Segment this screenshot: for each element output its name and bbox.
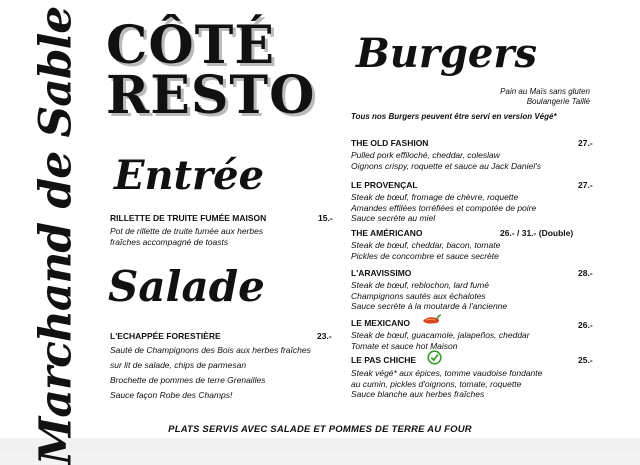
page-bottom-band bbox=[0, 438, 640, 453]
burger-desc-line: Steak de bœuf, fromage de chèvre, roquette bbox=[351, 192, 519, 202]
burger-desc bbox=[351, 280, 507, 312]
burger-desc-line: Pulled pork effiloché, cheddar, coleslaw bbox=[351, 150, 500, 160]
burger-desc-line: Tomate et sauce hot Maison bbox=[351, 340, 458, 351]
salade-heading: Salade bbox=[108, 262, 265, 311]
entree-item-price: 15.- bbox=[318, 213, 333, 223]
burger-desc bbox=[351, 150, 541, 171]
burger-name: LE PROVENÇAL bbox=[351, 180, 418, 190]
burger-price: 27.- bbox=[578, 138, 593, 148]
burger-desc-line: Sauce blanche aux herbes fraîches bbox=[351, 389, 485, 399]
salade-item-desc bbox=[110, 343, 311, 403]
brand-logo: Marchand de Sable bbox=[30, 6, 82, 465]
burger-price: 26.- / 31.- bbox=[500, 228, 537, 238]
burger-name: LE PAS CHICHE bbox=[351, 355, 417, 365]
burger-name: L'ARAVISSIMO bbox=[351, 268, 412, 278]
burgers-heading: Burgers bbox=[356, 30, 537, 77]
burger-desc-line: Steak de bœuf, cheddar, bacon, tomate bbox=[351, 240, 501, 250]
burger-desc bbox=[351, 240, 500, 261]
burger-desc-line: Champignons sautés aux échalotes bbox=[351, 290, 486, 301]
entree-heading: Entrée bbox=[114, 152, 265, 199]
burger-desc-line: Amandes effilées torréfiées et compotée de poire bbox=[351, 202, 537, 213]
burger-price: 25.- bbox=[578, 355, 593, 365]
burger-name: THE AMÉRICANO bbox=[351, 228, 423, 238]
burger-name: THE OLD FASHION bbox=[351, 138, 429, 148]
vegetarian-check-icon bbox=[427, 350, 442, 365]
burger-price: 27.- bbox=[578, 180, 593, 190]
burgers-subtitle-line: Boulangerie Taillé bbox=[526, 97, 590, 106]
burger-name: LE MEXICANO bbox=[351, 318, 411, 328]
title-line-1: CÔTÉ bbox=[106, 15, 276, 76]
burger-desc-line: Steak de bœuf, reblochon, lard fumé bbox=[351, 280, 489, 290]
entree-item-desc bbox=[110, 226, 263, 247]
salade-item-price: 23.- bbox=[317, 331, 332, 341]
burger-desc bbox=[351, 192, 536, 224]
burger-price: 28.- bbox=[578, 268, 593, 278]
burger-price-note: (Double) bbox=[538, 228, 574, 238]
burger-price-group bbox=[500, 228, 573, 238]
burger-desc-line: Pickles de concombre et sauce secrète bbox=[351, 250, 499, 261]
entree-desc-line: Pot de rillette de truite fumée aux herbes bbox=[110, 226, 264, 236]
burgers-vegetarian-note: Tous nos Burgers peuvent être servi en version Végé* bbox=[351, 112, 557, 121]
burger-desc bbox=[351, 368, 542, 400]
chili-pepper-icon bbox=[420, 313, 442, 327]
burger-desc bbox=[351, 330, 530, 351]
burger-desc-line: Steak de bœuf, guacamole, jalapeños, cheddar bbox=[351, 330, 530, 340]
burger-desc-line: Sauce secrète au miel bbox=[351, 213, 436, 223]
burgers-subtitle-line: Pain au Maïs sans gluten bbox=[500, 87, 590, 96]
burger-desc-line: Oignons crispy, roquette et sauce au Jack Daniel's bbox=[351, 160, 541, 171]
burger-desc-line: Steak végé* aux épices, tomme vaudoise fondante bbox=[351, 368, 543, 378]
salade-desc-line: Sauté de Champignons des Bois aux herbes fraîches bbox=[110, 345, 311, 355]
footer-note: PLATS SERVIS AVEC SALADE ET POMMES DE TERRE AU FOUR bbox=[168, 424, 472, 435]
salade-desc-line: Sauce façon Robe des Champs! bbox=[110, 390, 233, 400]
entree-item-name: RILLETTE DE TRUITE FUMÉE MAISON bbox=[110, 213, 267, 223]
entree-desc-line: fraîches accompagné de toasts bbox=[110, 236, 229, 247]
title-line-2: RESTO bbox=[106, 65, 316, 126]
salade-desc-line: Brochette de pommes de terre Grenailles bbox=[110, 375, 266, 385]
burger-price: 26.- bbox=[578, 320, 593, 330]
burger-desc-line: Sauce secrète à la moutarde à l'ancienne bbox=[351, 301, 508, 311]
salade-item-name: L'ECHAPPÉE FORESTIÈRE bbox=[110, 331, 221, 341]
burger-desc-line: au cumin, pickles d'oignons, tomate, roquette bbox=[351, 378, 522, 389]
salade-desc-line: sur lit de salade, chips de parmesan bbox=[110, 360, 247, 370]
burgers-subtitle bbox=[500, 87, 590, 107]
